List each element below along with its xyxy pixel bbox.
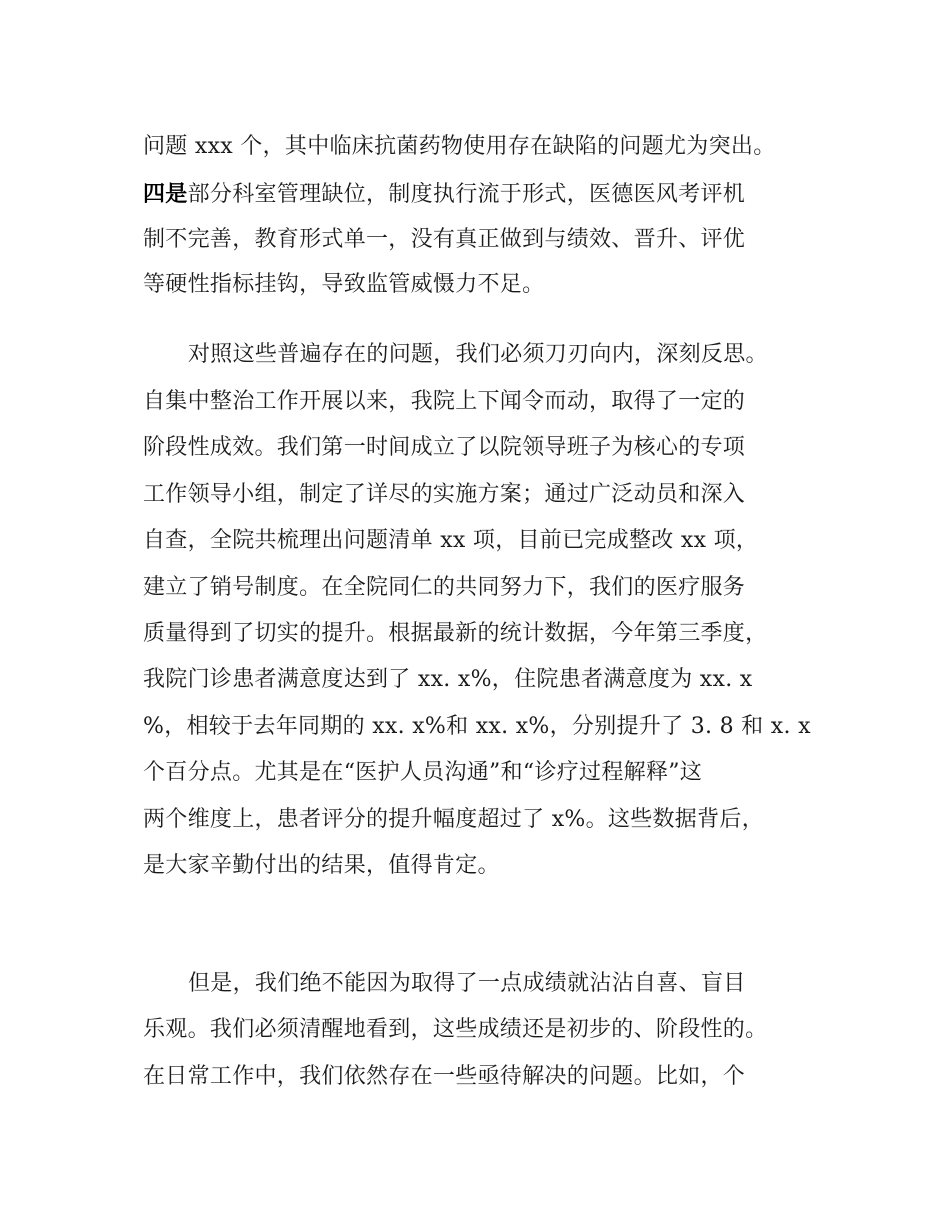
- text-line: 制不完善，教育形式单一，没有真正做到与绩效、晋升、评优: [143, 227, 746, 252]
- text-line: 自集中整治工作开展以来，我院上下闻令而动，取得了一定的: [143, 389, 746, 414]
- text-line: 但是，我们绝不能因为取得了一点成绩就沾沾自喜、盲目: [188, 971, 746, 996]
- text-line: 在日常工作中，我们依然存在一些亟待解决的问题。比如，个: [143, 1064, 746, 1089]
- text-line: 个百分点。尤其是在“医护人员沟通”和“诊疗过程解释”这: [143, 760, 703, 785]
- text-line: 我院门诊患者满意度达到了 xx. x%，住院患者满意度为 xx. x: [143, 667, 753, 692]
- text-line: 自查，全院共梳理出问题清单 xx 项，目前已完成整改 xx 项，: [143, 528, 759, 553]
- bold-lead: 四是: [143, 182, 188, 207]
- text-line: 工作领导小组，制定了详尽的实施方案；通过广泛动员和深入: [143, 482, 746, 507]
- text-line: 问题 xxx 个，其中临床抗菌药物使用存在缺陷的问题尤为突出。: [143, 134, 776, 159]
- text-line: 乐观。我们必须清醒地看到，这些成绩还是初步的、阶段性的。: [143, 1017, 768, 1042]
- text-line: 对照这些普遍存在的问题，我们必须刀刃向内，深刻反思。: [188, 342, 768, 367]
- text-line: 阶段性成效。我们第一时间成立了以院领导班子为核心的专项: [143, 435, 746, 460]
- text-line: 质量得到了切实的提升。根据最新的统计数据，今年第三季度，: [143, 621, 768, 646]
- text-line: 是大家辛勤付出的结果，值得肯定。: [143, 853, 500, 878]
- text-line-rest: 部分科室管理缺位，制度执行流于形式，医德医风考评机: [187, 182, 746, 207]
- text-line: %，相较于去年同期的 xx. x%和 xx. x%，分别提升了 3. 8 和 x. x: [143, 714, 811, 739]
- text-line: [143, 181, 823, 209]
- text-line: 建立了销号制度。在全院同仁的共同努力下，我们的医疗服务: [143, 575, 746, 600]
- text-line: 等硬性指标挂钩，导致监管威慑力不足。: [143, 272, 545, 297]
- text-line: 两个维度上，患者评分的提升幅度超过了 x%。这些数据背后，: [143, 807, 765, 832]
